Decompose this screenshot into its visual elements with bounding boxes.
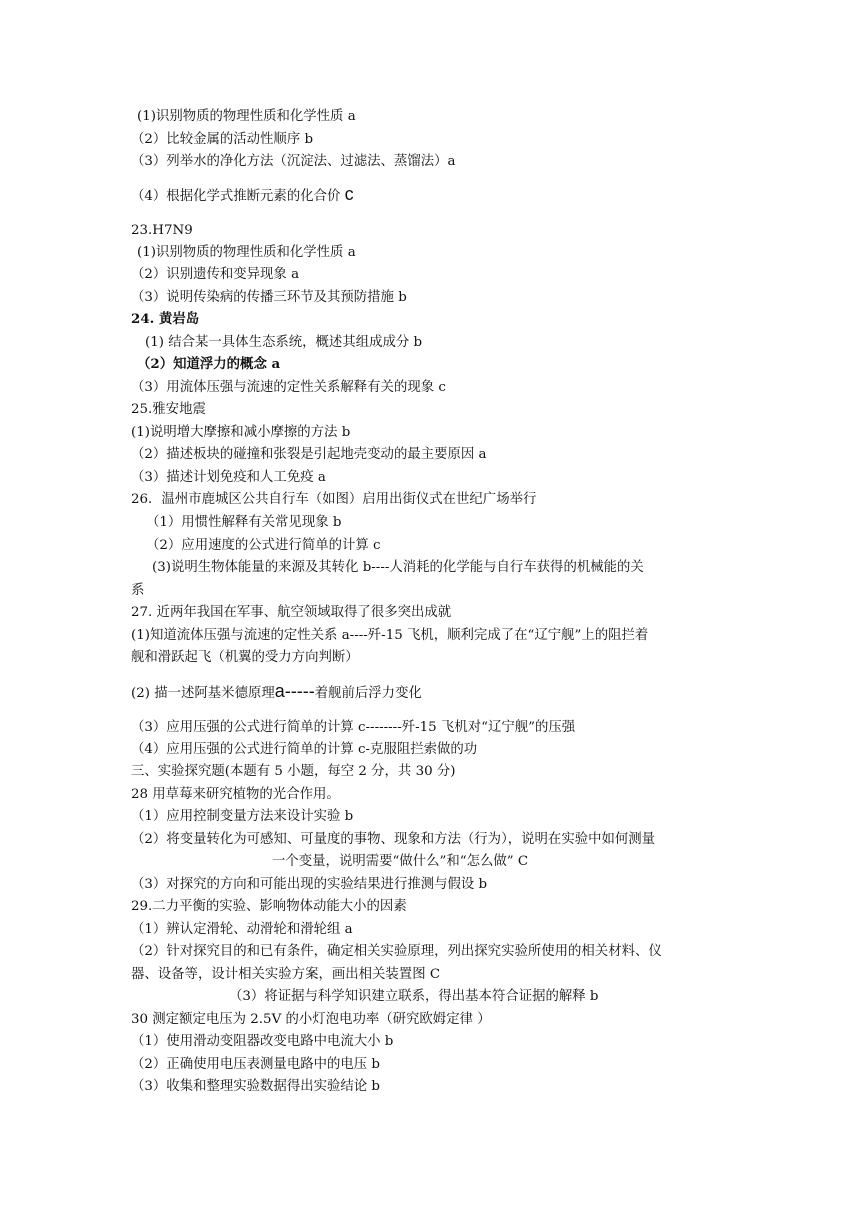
- text-span: (2) 描一述阿基米德原理: [131, 686, 275, 701]
- text-line: （2）正确使用电压表测量电路中的电压 b: [131, 1057, 380, 1072]
- text-line: （3）用流体压强与流速的定性关系解释有关的现象 c: [131, 380, 446, 395]
- text-line: (3)说明生物体能量的来源及其转化 b----人消耗的化学能与自行车获得的机械能的关: [152, 560, 644, 575]
- section-heading: 24. 黄岩岛: [131, 311, 200, 327]
- section-heading: 29.二力平衡的实验、影响物体动能大小的因素: [131, 899, 407, 914]
- text-span: c: [344, 184, 354, 204]
- text-line: [131, 185, 354, 206]
- text-line: (1)识别物质的物理性质和化学性质 a: [137, 109, 356, 124]
- section-heading: 27. 近两年我国在军事、航空领域取得了很多突出成就: [131, 605, 452, 620]
- text-line: （3）对探究的方向和可能出现的实验结果进行推测与假设 b: [131, 877, 488, 892]
- text-line: （1）辨认定滑轮、动滑轮和滑轮组 a: [131, 922, 353, 937]
- section-heading: 25.雅安地震: [131, 402, 206, 417]
- text-line: (1) 结合某一具体生态系统，概述其组成成分 b: [145, 335, 423, 350]
- text-line: 系: [131, 583, 145, 598]
- text-line: （2）应用速度的公式进行简单的计算 c: [146, 538, 381, 553]
- text-line: （3）描述计划免疫和人工免疫 a: [131, 470, 326, 485]
- text-line: （3）列举水的净化方法（沉淀法、过滤法、蒸馏法）a: [131, 154, 456, 169]
- section-heading: 三、实验探究题(本题有 5 小题，每空 2 分，共 30 分): [131, 764, 456, 779]
- text-line: (1)知道流体压强与流速的定性关系 a----歼-15 飞机，顺利完成了在“辽宁舰”上的阻拦着: [131, 628, 649, 643]
- text-line: （3）说明传染病的传播三环节及其预防措施 b: [131, 290, 407, 305]
- text-line: [131, 682, 422, 703]
- text-line: （3）应用压强的公式进行简单的计算 c--------歼-15 飞机对“辽宁舰”的压强: [131, 720, 576, 735]
- text-line: （1）使用滑动变阻器改变电路中电流大小 b: [131, 1034, 394, 1049]
- text-line: 一个变量，说明需要“做什么”和“怎么做” C: [272, 854, 529, 869]
- text-line: （2）识别遗传和变异现象 a: [131, 267, 300, 282]
- text-line: （2）知道浮力的概念 a: [137, 356, 281, 372]
- text-line: (1)识别物质的物理性质和化学性质 a: [137, 245, 356, 260]
- text-line: （1）用惯性解释有关常见现象 b: [146, 515, 342, 530]
- text-line: （2）描述板块的碰撞和张裂是引起地壳变动的最主要原因 a: [131, 447, 487, 462]
- text-line: （3）收集和整理实验数据得出实验结论 b: [131, 1079, 380, 1094]
- text-line: （2）比较金属的活动性顺序 b: [131, 132, 314, 147]
- text-line: （4）应用压强的公式进行简单的计算 c-克服阻拦索做的功: [131, 742, 478, 757]
- section-heading: 30 测定额定电压为 2.5V 的小灯泡电功率（研究欧姆定律 ）: [131, 1012, 491, 1027]
- section-heading: 26．温州市鹿城区公共自行车（如图）启用出街仪式在世纪广场举行: [131, 492, 537, 507]
- text-line: 器、设备等，设计相关实验方案，画出相关装置图 C: [131, 967, 441, 982]
- text-line: 舰和滑跃起飞（机翼的受力方向判断）: [131, 650, 359, 665]
- text-line: （2）针对探究目的和已有条件，确定相关实验原理，列出探究实验所使用的相关材料、仪: [131, 944, 662, 959]
- text-line: (1)说明增大摩擦和减小摩擦的方法 b: [131, 425, 351, 440]
- text-span: a-----: [274, 681, 315, 701]
- section-heading: 28 用草莓来研究植物的光合作用。: [131, 787, 340, 802]
- text-line: （2）将变量转化为可感知、可量度的事物、现象和方法（行为），说明在实验中如何测量: [131, 832, 656, 847]
- text-line: （3）将证据与科学知识建立联系，得出基本符合证据的解释 b: [229, 989, 599, 1004]
- text-line: （1）应用控制变量方法来设计实验 b: [131, 809, 354, 824]
- text-span: 着舰前后浮力变化: [314, 686, 422, 701]
- text-span: （4）根据化学式推断元素的化合价: [131, 189, 341, 204]
- section-heading: 23.H7N9: [131, 223, 193, 238]
